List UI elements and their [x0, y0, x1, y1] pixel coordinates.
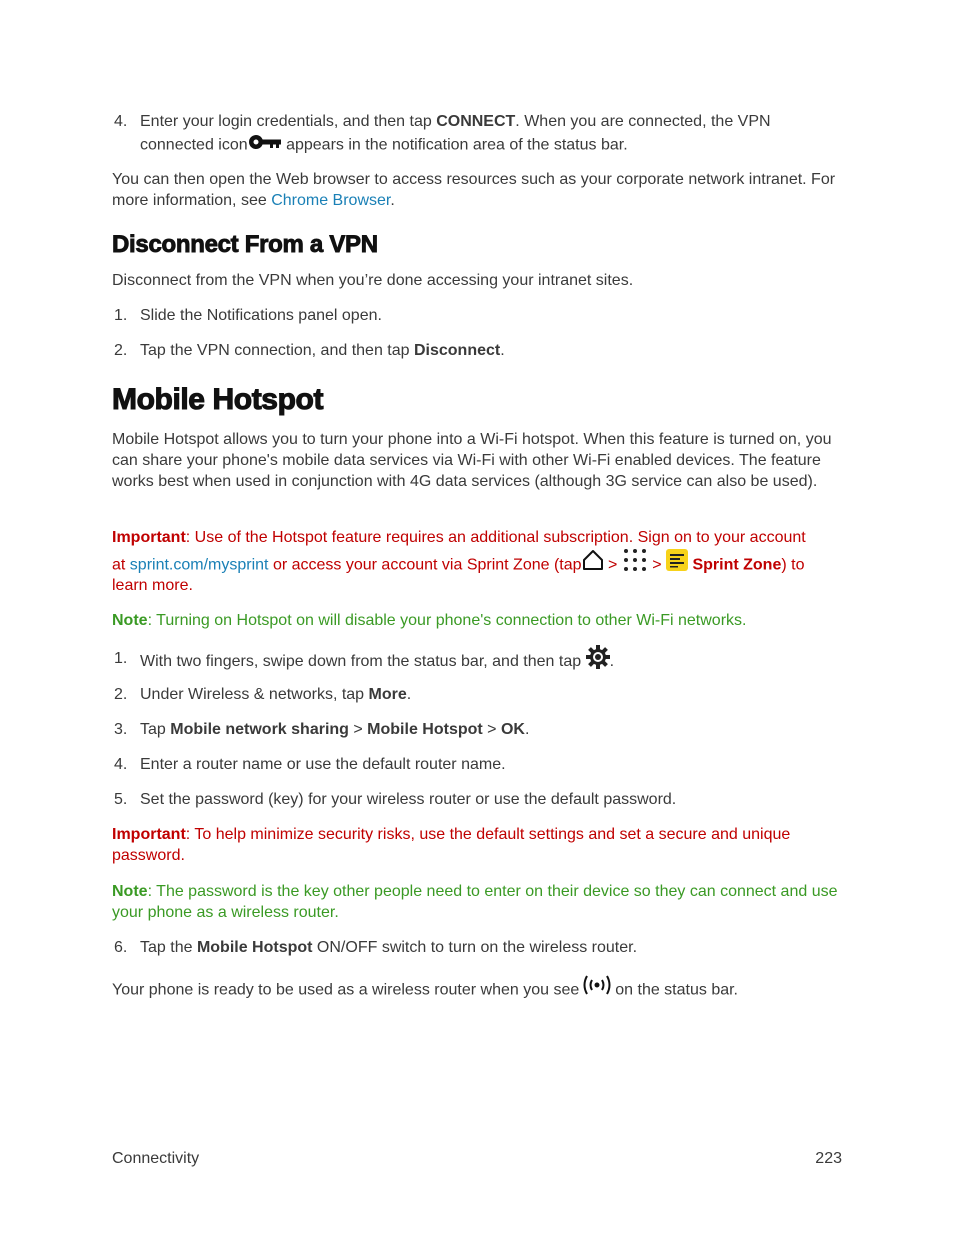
step-text: . When you are connected, the VPN [515, 113, 771, 130]
footer-section: Connectivity [112, 1150, 200, 1167]
step-number: 1. [114, 307, 128, 324]
step-number: 1. [114, 650, 128, 667]
mobile-hotspot-label: Mobile Hotspot [196, 939, 313, 956]
section-heading: Disconnect From a VPN [112, 231, 378, 258]
step-text: appears in the notification area of the status bar. [281, 136, 628, 154]
step-text: connected icon [140, 136, 248, 154]
connect-label: CONNECT [436, 113, 516, 130]
important-callout-line: learn more. [112, 577, 193, 594]
step-text: Set the password (key) for your wireless router or use the default password. [140, 791, 677, 808]
mobile-hotspot-label: Mobile Hotspot [367, 721, 483, 738]
list-item: 2. Tap the VPN connection, and then tap Disconnect. [112, 339, 842, 362]
step-text: Enter a router name or use the default router name. [140, 756, 506, 773]
list-item [112, 753, 842, 776]
paragraph: Your phone is ready to be used as a wireless router when you see on the status bar. [112, 972, 842, 1009]
step-number: 5. [114, 791, 128, 808]
note-label: Note [112, 883, 148, 900]
paragraph: You can then open the Web browser to access resources such as your corporate network intranet. For more information, see Chrome Browser. [112, 171, 836, 209]
paragraph: Disconnect from the VPN when you’re done accessing your intranet sites. [112, 272, 634, 289]
important-label: Important [112, 826, 186, 843]
page-number: 223 [815, 1150, 842, 1167]
settings-gear-icon [586, 645, 610, 679]
list-item: 6. Tap the Mobile Hotspot ON/OFF switch to turn on the wireless router. [112, 936, 842, 959]
ok-label: OK [500, 721, 525, 738]
note-callout: Note: Turning on Hotspot on will disable your phone's connection to other Wi-Fi networks. [112, 612, 747, 629]
step-number: 3. [114, 721, 128, 738]
step-text: Enter your login credentials, and then tap [140, 113, 437, 130]
paragraph: Mobile Hotspot allows you to turn your phone into a Wi-Fi hotspot. When this feature is turned on, you can share your phone's mobile data services via Wi-Fi with other Wi-Fi enabled devices. The feature works best when used in conjunction with 4G data services (although 3G service can also be used). [112, 431, 832, 490]
page-footer [112, 1150, 842, 1168]
important-label: Important [112, 529, 186, 546]
step-number: 6. [114, 939, 128, 956]
more-label: More [368, 686, 407, 703]
hotspot-icon [579, 972, 615, 1009]
list-item [112, 110, 842, 158]
step-number: 4. [114, 756, 128, 773]
list-item [112, 788, 842, 811]
list-item [112, 304, 842, 327]
note-label: Note [112, 612, 148, 629]
important-callout: Important: Use of the Hotspot feature requires an additional subscription. Sign on to your account [112, 529, 806, 546]
chrome-browser-link[interactable]: Chrome Browser [271, 192, 391, 209]
list-item: 3. Tap Mobile network sharing > Mobile Hotspot > OK. [112, 718, 842, 741]
sprint-zone-label: Sprint Zone [692, 556, 782, 574]
disconnect-label: Disconnect [413, 342, 501, 359]
mysprint-link[interactable]: sprint.com/mysprint [129, 556, 269, 574]
mobile-network-sharing-label: Mobile network sharing [170, 721, 349, 738]
list-item: 1. With two fingers, swipe down from the status bar, and then tap . [112, 645, 842, 679]
step-number: 2. [114, 686, 128, 703]
page-heading: Mobile Hotspot [112, 383, 324, 416]
step-number: 2. [114, 342, 128, 359]
step-number: 4. [114, 113, 128, 130]
key-icon [248, 133, 282, 158]
important-callout: Important: To help minimize security risks, use the default settings and set a secure and unique password. [112, 826, 791, 864]
important-callout-line: at sprint.com/mysprint or access your account via Sprint Zone (tap > > Sprint Zone) to [112, 548, 842, 583]
note-callout: Note: The password is the key other people need to enter on their device so they can connect and use your phone as a wireless router. [112, 883, 838, 921]
list-item: 2. Under Wireless & networks, tap More. [112, 683, 842, 706]
step-text: Slide the Notifications panel open. [140, 307, 382, 324]
